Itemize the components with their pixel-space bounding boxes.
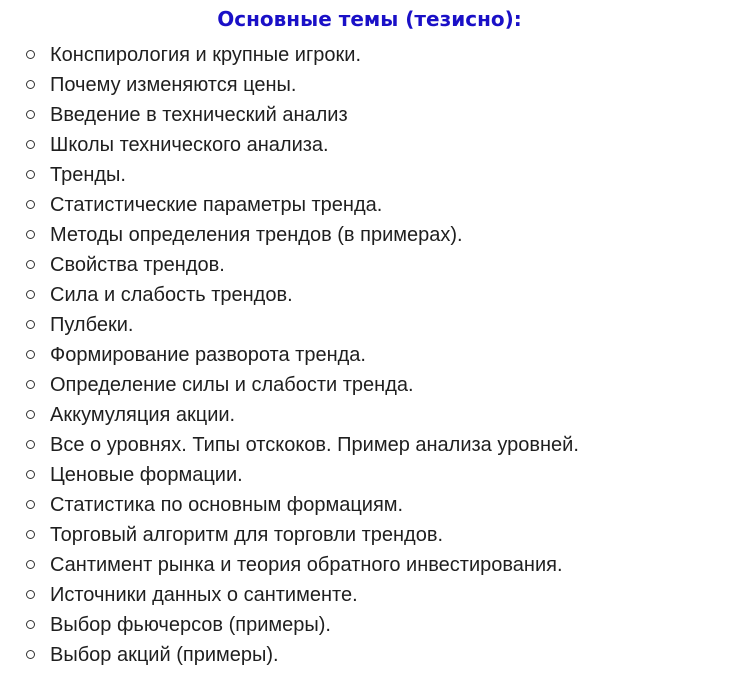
list-item (0, 640, 579, 670)
circle-bullet-icon (26, 500, 35, 509)
list-item (0, 130, 579, 160)
topic-list (0, 40, 579, 670)
circle-bullet-icon (26, 380, 35, 389)
circle-bullet-icon (26, 200, 35, 209)
page-title: Основные темы (тезисно): (217, 7, 522, 31)
list-item-text: Все о уровнях. Типы отскоков. Пример анализа уровней. (50, 434, 579, 456)
circle-bullet-icon (26, 320, 35, 329)
list-item (0, 160, 579, 190)
list-item-text: Почему изменяются цены. (50, 74, 297, 96)
list-item (0, 340, 579, 370)
list-item (0, 190, 579, 220)
list-item (0, 490, 579, 520)
circle-bullet-icon (26, 290, 35, 299)
list-item-text: Определение силы и слабости тренда. (50, 374, 414, 396)
circle-bullet-icon (26, 80, 35, 89)
list-item (0, 40, 579, 70)
list-item-text: Сантимент рынка и теория обратного инвестирования. (50, 554, 563, 576)
list-item-text: Источники данных о сантименте. (50, 584, 358, 606)
list-item (0, 550, 579, 580)
list-item (0, 310, 579, 340)
list-item (0, 610, 579, 640)
list-item-text: Методы определения трендов (в примерах). (50, 224, 463, 246)
list-item-text: Выбор фьючерсов (примеры). (50, 614, 331, 636)
circle-bullet-icon (26, 470, 35, 479)
list-item-text: Выбор акций (примеры). (50, 644, 279, 666)
list-item (0, 580, 579, 610)
list-item (0, 400, 579, 430)
list-item-text: Аккумуляция акции. (50, 404, 236, 426)
list-item (0, 70, 579, 100)
list-item-text: Статистические параметры тренда. (50, 194, 383, 216)
circle-bullet-icon (26, 560, 35, 569)
circle-bullet-icon (26, 650, 35, 659)
circle-bullet-icon (26, 350, 35, 359)
list-item (0, 430, 579, 460)
list-item (0, 280, 579, 310)
list-item-text: Введение в технический анализ (50, 104, 348, 126)
circle-bullet-icon (26, 530, 35, 539)
list-item-text: Торговый алгоритм для торговли трендов. (50, 524, 444, 546)
list-item (0, 250, 579, 280)
list-item (0, 220, 579, 250)
list-item-text: Сила и слабость трендов. (50, 284, 293, 306)
list-item-text: Тренды. (50, 164, 126, 186)
circle-bullet-icon (26, 410, 35, 419)
circle-bullet-icon (26, 440, 35, 449)
list-item-text: Свойства трендов. (50, 254, 225, 276)
circle-bullet-icon (26, 230, 35, 239)
circle-bullet-icon (26, 260, 35, 269)
list-item (0, 460, 579, 490)
list-item-text: Конспирология и крупные игроки. (50, 44, 361, 66)
list-item (0, 100, 579, 130)
list-item-text: Школы технического анализа. (50, 134, 329, 156)
circle-bullet-icon (26, 50, 35, 59)
list-item (0, 520, 579, 550)
circle-bullet-icon (26, 170, 35, 179)
list-item (0, 370, 579, 400)
list-item-text: Пулбеки. (50, 314, 134, 336)
list-item-text: Ценовые формации. (50, 464, 243, 486)
circle-bullet-icon (26, 140, 35, 149)
circle-bullet-icon (26, 590, 35, 599)
list-item-text: Формирование разворота тренда. (50, 344, 366, 366)
list-item-text: Статистика по основным формациям. (50, 494, 404, 516)
circle-bullet-icon (26, 620, 35, 629)
circle-bullet-icon (26, 110, 35, 119)
